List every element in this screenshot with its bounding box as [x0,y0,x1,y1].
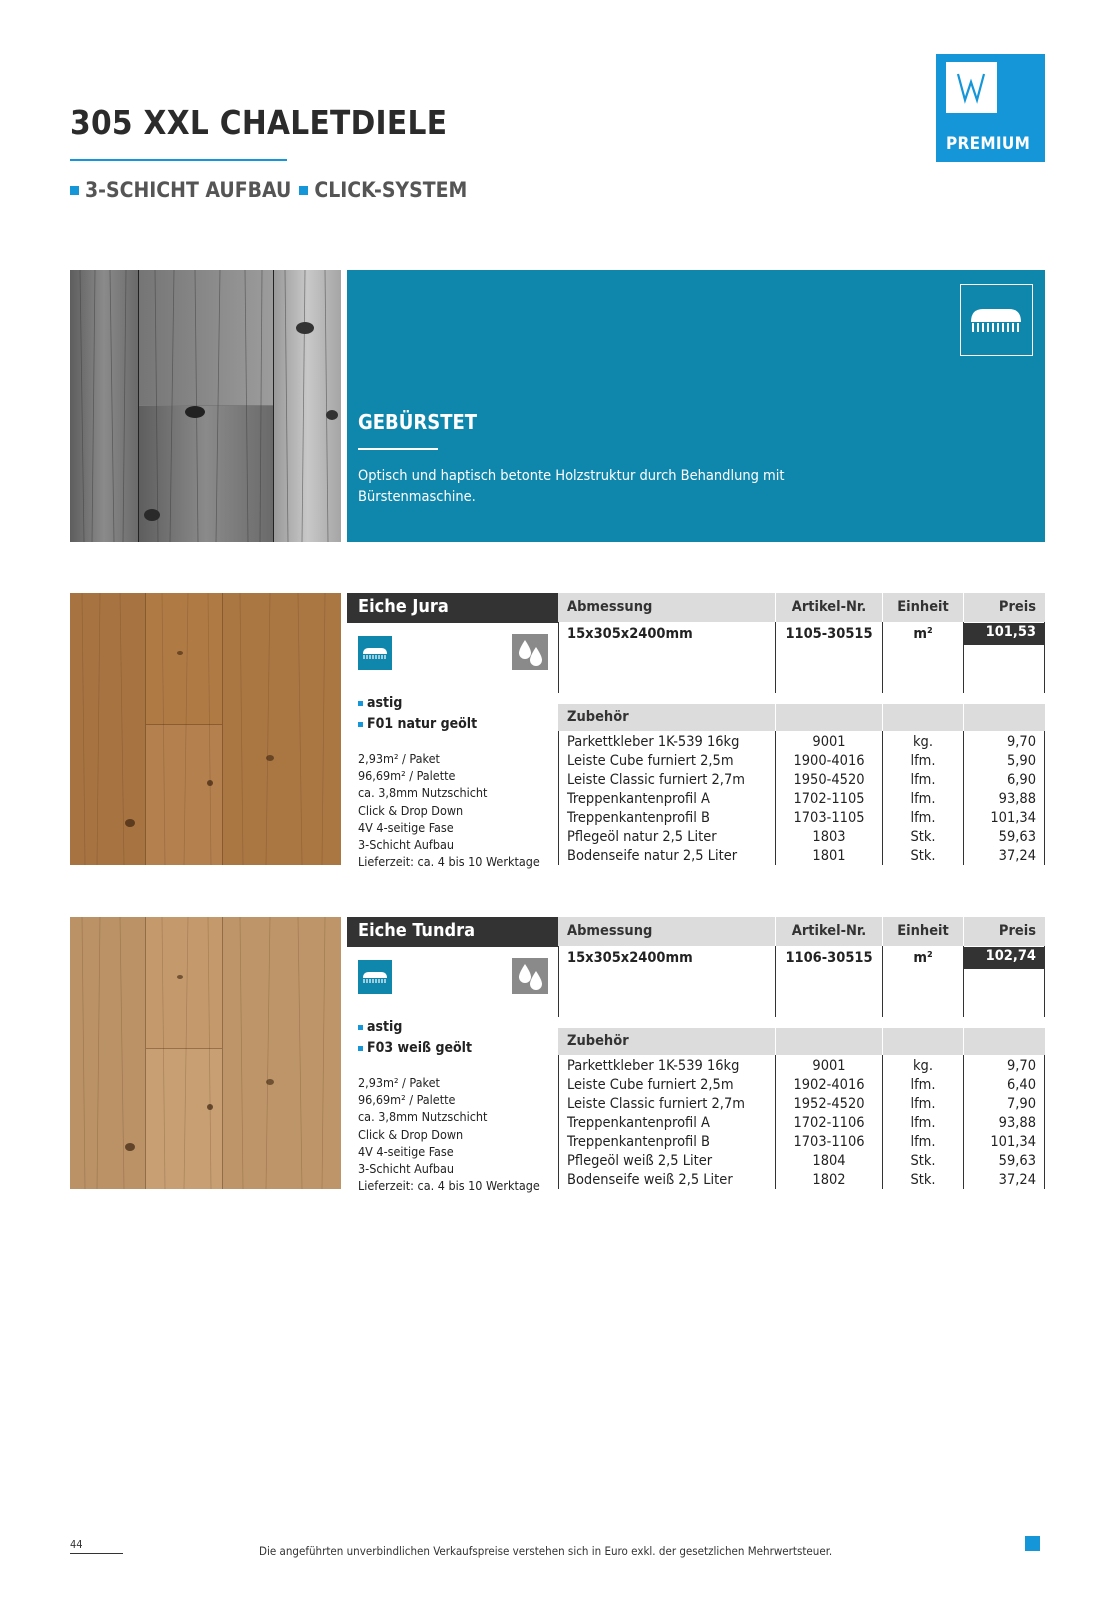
accessory-name: Treppenkantenprofil A [567,791,710,807]
accessory-article: 1950-4520 [793,772,865,788]
product-specs [358,1074,540,1194]
accessory-price: 37,24 [998,848,1036,864]
hero-wood-image [70,270,341,542]
accessory-unit: Stk. [910,848,936,864]
accessory-article: 1801 [812,848,846,864]
spec-line: 2,93m² / Paket [358,1075,440,1090]
feature-text: F03 weiß geölt [367,1040,472,1056]
spec-line: 2,93m² / Paket [358,751,440,766]
accessory-unit: Stk. [910,1153,936,1169]
header-accessories-fill [776,704,882,731]
footer-note: Die angeführten unverbindlichen Verkaufspreise verstehen sich in Euro exkl. der gesetzlichen Mehrwertsteuer. [259,1544,833,1558]
accessory-article: 1703-1106 [793,1134,865,1150]
column-rule [775,622,776,693]
header-unit: Einheit [883,593,963,622]
title-underline [70,159,287,161]
w-logo-icon [946,62,997,113]
product-block [347,593,1045,870]
spec-line: 96,69m² / Palette [358,1092,456,1108]
accessory-row [558,847,1045,866]
accessory-list [558,1057,1045,1190]
feature-item [358,1040,472,1056]
oil-drops-icon [512,634,548,670]
accessory-price: 93,88 [998,1115,1036,1131]
product-unit: m² [913,950,933,966]
accessory-name: Parkettkleber 1K-539 16kg [567,734,740,750]
header-price: Preis [964,917,1045,946]
square-bullet-icon [358,1046,363,1051]
accessory-price: 101,34 [990,1134,1036,1150]
accessory-article: 9001 [812,1058,846,1074]
column-rule [558,946,559,1017]
column-rule [882,946,883,1017]
accessory-name: Bodenseife natur 2,5 Liter [567,848,738,864]
accessory-article: 1803 [812,829,846,845]
hero-description: Optisch und haptisch betonte Holzstruktur durch Behandlung mit Bürstenmaschine. [358,468,785,505]
oil-drops-icon [512,958,548,994]
spec-line: 4V 4-seitige Fase [358,1143,454,1159]
accessory-price: 7,90 [1006,1096,1036,1112]
accessory-row [558,1095,1045,1114]
column-rule [963,622,964,693]
accessory-name: Bodenseife weiß 2,5 Liter [567,1172,733,1188]
spec-line: Click & Drop Down [358,802,464,818]
accessory-row [558,1057,1045,1076]
accessory-price: 5,90 [1006,753,1036,769]
hero-rule [358,448,438,450]
accessory-unit: lfm. [910,1077,936,1093]
feature-text: astig [367,695,403,711]
accessory-unit: lfm. [910,1115,936,1131]
accessory-name: Treppenkantenprofil B [567,1134,710,1150]
accessory-price: 59,63 [998,829,1036,845]
accessory-unit: lfm. [910,1134,936,1150]
feature-text: astig [367,1019,403,1035]
subtitle-text: 3-SCHICHT AUFBAU [85,178,292,202]
accessory-row [558,1114,1045,1133]
accessory-article: 1703-1105 [793,810,865,826]
header-accessories-fill [883,1028,963,1055]
accessory-row [558,828,1045,847]
product-wood-image [70,593,341,865]
premium-logo [936,54,1045,162]
hero-panel [347,270,1045,542]
spec-line: ca. 3,8mm Nutzschicht [358,785,488,801]
accessory-unit: lfm. [910,753,936,769]
page-number: 44 [70,1538,83,1551]
product-dimension: 15x305x2400mm [567,626,693,642]
square-bullet-icon [358,701,363,706]
accessory-name: Leiste Classic furniert 2,7m [567,1096,745,1112]
column-rule [1044,622,1045,693]
accessory-name: Leiste Cube furniert 2,5m [567,1077,734,1093]
header-price: Preis [964,593,1045,622]
accessory-article: 1900-4016 [793,753,865,769]
subtitle-item [299,178,467,202]
feature-text: F01 natur geölt [367,716,478,732]
hero-heading: GEBÜRSTET [358,410,478,434]
accessory-price: 6,40 [1006,1077,1036,1093]
accessory-row [558,771,1045,790]
product-block [347,917,1045,1194]
spec-line: ca. 3,8mm Nutzschicht [358,1109,488,1125]
header-article: Artikel-Nr. [776,593,882,622]
header-dimension: Abmessung [558,593,775,622]
page-title: 305 XXL CHALETDIELE [70,103,448,142]
spec-line: 96,69m² / Palette [358,768,456,784]
accessory-unit: lfm. [910,791,936,807]
accessory-price: 37,24 [998,1172,1036,1188]
product-name: Eiche Tundra [347,917,558,947]
accessory-article: 9001 [812,734,846,750]
accessory-row [558,790,1045,809]
brush-icon [358,636,392,670]
product-unit: m² [913,626,933,642]
accessory-price: 93,88 [998,791,1036,807]
accessory-unit: kg. [913,734,933,750]
square-bullet-icon [70,186,79,195]
spec-line: 3-Schicht Aufbau [358,837,455,853]
spec-line: Lieferzeit: ca. 4 bis 10 Werktage [358,854,540,870]
accessory-row [558,752,1045,771]
square-bullet-icon [358,722,363,727]
column-rule [1044,946,1045,1017]
accessory-name: Parkettkleber 1K-539 16kg [567,1058,740,1074]
accessory-article: 1952-4520 [793,1096,865,1112]
footer-square-icon [1025,1536,1040,1551]
accessory-article: 1804 [812,1153,846,1169]
accessory-unit: lfm. [910,810,936,826]
brush-icon [358,960,392,994]
spec-line: Lieferzeit: ca. 4 bis 10 Werktage [358,1178,540,1194]
square-bullet-icon [358,1025,363,1030]
accessory-name: Pflegeöl weiß 2,5 Liter [567,1153,713,1169]
header-accessories: Zubehör [558,704,775,731]
header-accessories-fill [964,1028,1045,1055]
feature-item [358,1019,402,1035]
product-name: Eiche Jura [347,593,558,623]
page-number-line [70,1553,123,1554]
header-accessories-fill [883,704,963,731]
product-article: 1105-30515 [785,626,873,642]
feature-item [358,716,477,732]
accessory-name: Pflegeöl natur 2,5 Liter [567,829,717,845]
accessory-price: 6,90 [1006,772,1036,788]
accessory-row [558,1171,1045,1190]
product-dimension: 15x305x2400mm [567,950,693,966]
accessory-row [558,733,1045,752]
product-price: 102,74 [964,947,1045,969]
accessory-unit: lfm. [910,1096,936,1112]
header-unit: Einheit [883,917,963,946]
header-article: Artikel-Nr. [776,917,882,946]
spec-line: 4V 4-seitige Fase [358,819,454,835]
accessory-row [558,1076,1045,1095]
header-accessories-fill [964,704,1045,731]
accessory-article: 1702-1106 [793,1115,865,1131]
accessory-price: 9,70 [1006,1058,1036,1074]
accessory-row [558,1152,1045,1171]
accessory-name: Leiste Cube furniert 2,5m [567,753,734,769]
accessory-unit: Stk. [910,829,936,845]
header-accessories-fill [776,1028,882,1055]
accessory-price: 101,34 [990,810,1036,826]
subtitle-text: CLICK-SYSTEM [314,178,468,202]
product-specs [358,750,540,870]
accessory-article: 1802 [812,1172,846,1188]
feature-item [358,695,402,711]
accessory-name: Treppenkantenprofil B [567,810,710,826]
accessory-unit: lfm. [910,772,936,788]
spec-line: Click & Drop Down [358,1126,464,1142]
accessory-list [558,733,1045,866]
accessory-unit: Stk. [910,1172,936,1188]
accessory-name: Leiste Classic furniert 2,7m [567,772,745,788]
accessory-row [558,809,1045,828]
column-rule [558,622,559,693]
column-rule [775,946,776,1017]
accessory-price: 9,70 [1006,734,1036,750]
square-bullet-icon [299,186,308,195]
accessory-article: 1902-4016 [793,1077,865,1093]
product-price: 101,53 [964,623,1045,645]
header-dimension: Abmessung [558,917,775,946]
column-rule [882,622,883,693]
product-wood-image [70,917,341,1189]
spec-line: 3-Schicht Aufbau [358,1161,455,1177]
brush-icon [960,284,1033,356]
accessory-unit: kg. [913,1058,933,1074]
accessory-row [558,1133,1045,1152]
product-article: 1106-30515 [785,950,873,966]
column-rule [963,946,964,1017]
subtitle-row [70,178,475,202]
accessory-price: 59,63 [998,1153,1036,1169]
subtitle-item [70,178,291,202]
accessory-name: Treppenkantenprofil A [567,1115,710,1131]
accessory-article: 1702-1105 [793,791,865,807]
header-accessories: Zubehör [558,1028,775,1055]
logo-label: PREMIUM [946,134,1031,154]
